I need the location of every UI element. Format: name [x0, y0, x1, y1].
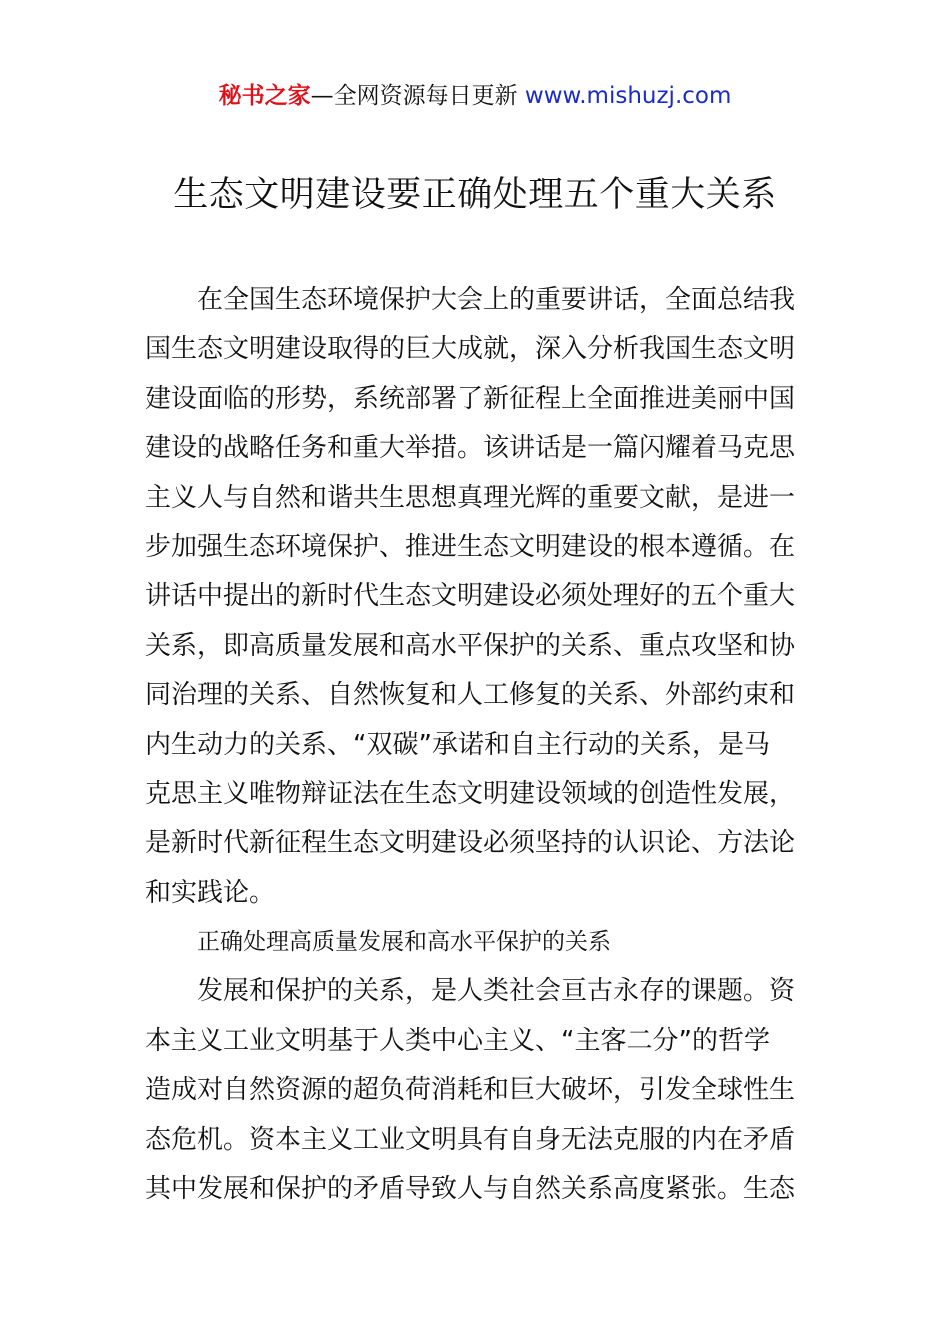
- brand-name: 秘书之家: [218, 83, 311, 109]
- paragraph-line: 其中发展和保护的矛盾导致人与自然关系高度紧张。生态: [145, 1174, 796, 1205]
- paragraph-line: 国生态文明建设取得的巨大成就，深入分析我国生态文明: [145, 334, 796, 365]
- paragraph-line: 在全国生态环境保护大会上的重要讲话，全面总结我: [197, 285, 796, 315]
- paragraph-line: 态危机。资本主义工业文明具有自身无法克服的内在矛盾: [145, 1124, 796, 1155]
- paragraph-line: 关系，即高质量发展和高水平保护的关系、重点攻坚和协: [145, 630, 796, 661]
- header-slogan: —全网资源每日更新: [310, 83, 518, 109]
- paragraph-line: 造成对自然资源的超负荷消耗和巨大破坏，引发全球性生: [145, 1075, 796, 1106]
- paragraph-line: 同治理的关系、自然恢复和人工修复的关系、外部约束和: [145, 680, 796, 711]
- document-title: 生态文明建设要正确处理五个重大关系: [173, 175, 777, 215]
- document-body: [145, 276, 807, 1214]
- paragraph-line: 建设面临的形势，系统部署了新征程上全面推进美丽中国: [145, 383, 796, 414]
- paragraph-line: 和实践论。: [145, 877, 276, 908]
- paragraph-line: 内生动力的关系、“双碳”承诺和自主行动的关系，是马: [145, 729, 770, 760]
- paragraph-line: 本主义工业文明基于人类中心主义、“主客二分”的哲学: [145, 1025, 770, 1056]
- section-heading: 正确处理高质量发展和高水平保护的关系: [197, 929, 611, 956]
- paragraph-line: 主义人与自然和谐共生思想真理光辉的重要文献，是进一: [145, 482, 796, 513]
- paragraph-line: 步加强生态环境保护、推进生态文明建设的根本遵循。在: [145, 531, 796, 562]
- site-url-link[interactable]: www.mishuzj.com: [524, 83, 732, 109]
- paragraph-line: 讲话中提出的新时代生态文明建设必须处理好的五个重大: [145, 581, 796, 612]
- paragraph-line: 克思主义唯物辩证法在生态文明建设领域的创造性发展，: [145, 778, 796, 809]
- paragraph-line: 发展和保护的关系，是人类社会亘古永存的课题。资: [197, 976, 796, 1007]
- site-header: [0, 80, 950, 112]
- paragraph-line: 是新时代新征程生态文明建设必须坚持的认识论、方法论: [145, 828, 796, 859]
- paragraph-line: 建设的战略任务和重大举措。该讲话是一篇闪耀着马克思: [145, 433, 796, 464]
